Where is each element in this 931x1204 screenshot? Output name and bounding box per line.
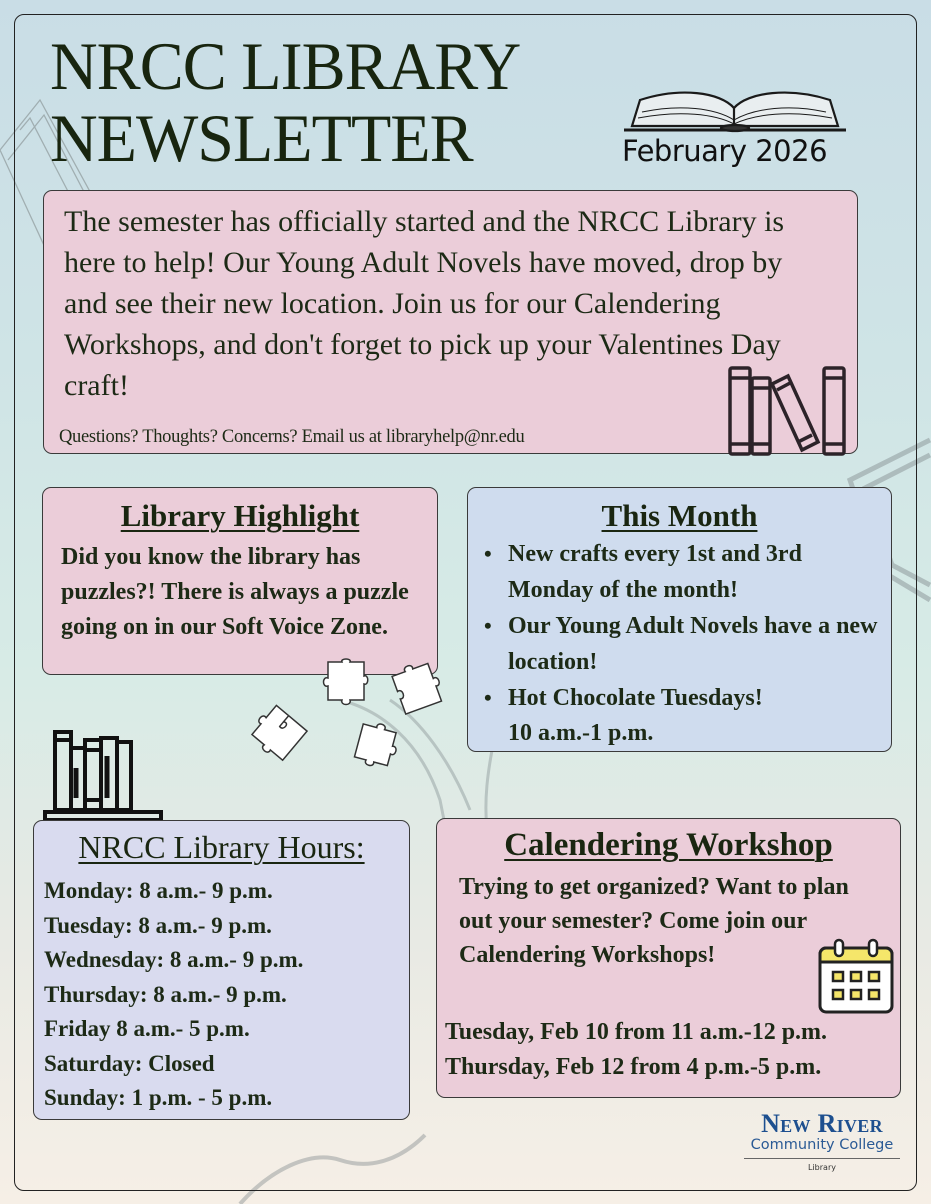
hot-chocolate-time: 10 a.m.-1 p.m. (508, 720, 654, 746)
hours-row: Sunday: 1 p.m. - 5 p.m. (44, 1085, 273, 1110)
newsletter-date: February 2026 (622, 134, 828, 168)
hours-list (34, 866, 409, 1116)
hours-row: Thursday: 8 a.m.- 9 p.m. (44, 981, 287, 1007)
bookshelf-icon (43, 728, 163, 824)
hours-row: Saturday: Closed (44, 1050, 215, 1076)
contact-prefix: Questions? Thoughts? Concerns? Email us at (59, 427, 386, 447)
hours-row: Tuesday: 8 a.m.- 9 p.m. (44, 912, 272, 938)
hours-row: Friday 8 a.m.- 5 p.m. (44, 1016, 250, 1041)
intro-text: The semester has officially started and the NRCC Library is here to help! Our Young Adult Novels have moved, drop by and see their new location. Join us for our Calendering Workshops, and don't forget to pick up your Valentines Day craft! (64, 205, 785, 402)
logo-divider (744, 1158, 900, 1159)
workshop-description: Trying to get organized? Want to plan out your semester? Come join our Calendering Workshops! (459, 874, 849, 968)
title-line-1: NRCC LIBRARY (50, 28, 521, 104)
newsletter-title (50, 30, 535, 174)
hours-row: Monday: 8 a.m.- 9 p.m. (44, 878, 273, 903)
title-line-2: NEWSLETTER (50, 100, 473, 176)
hours-row: Wednesday: 8 a.m.- 9 p.m. (44, 947, 304, 972)
contact-line (59, 427, 524, 448)
workshop-date: Thursday, Feb 12 from 4 p.m.-5 p.m. (445, 1054, 822, 1080)
library-highlight-heading: Library Highlight (120, 498, 360, 533)
logo-line-1: New River (761, 1109, 883, 1138)
list-item: • New crafts every 1st and 3rd Monday of the month! (482, 536, 881, 608)
logo-line-2: Community College (750, 1137, 894, 1153)
nrcc-library-logo (744, 1111, 900, 1172)
library-highlight-box (42, 487, 438, 675)
library-hours-box (33, 820, 410, 1120)
list-item: • Hot Chocolate Tuesdays! (482, 680, 881, 716)
workshop-dates (445, 1015, 827, 1085)
calendering-workshop-heading: Calendering Workshop (504, 827, 833, 863)
this-month-list (468, 534, 891, 716)
list-item: • Our Young Adult Novels have a new location! (482, 608, 881, 680)
library-highlight-text: Did you know the library has puzzles?! There is always a puzzle going on in our Soft Voice Zone. (61, 544, 409, 640)
workshop-date: Tuesday, Feb 10 from 11 a.m.-12 p.m. (445, 1019, 828, 1045)
this-month-heading: This Month (601, 498, 758, 533)
calendar-icon (817, 938, 895, 1016)
email-link[interactable]: libraryhelp@nr.edu (385, 427, 525, 447)
puzzle-piece-icon (314, 658, 384, 718)
logo-line-3: Library (808, 1163, 836, 1172)
library-hours-heading: NRCC Library Hours: (78, 829, 365, 865)
open-book-icon (620, 82, 850, 138)
this-month-box (467, 487, 892, 752)
